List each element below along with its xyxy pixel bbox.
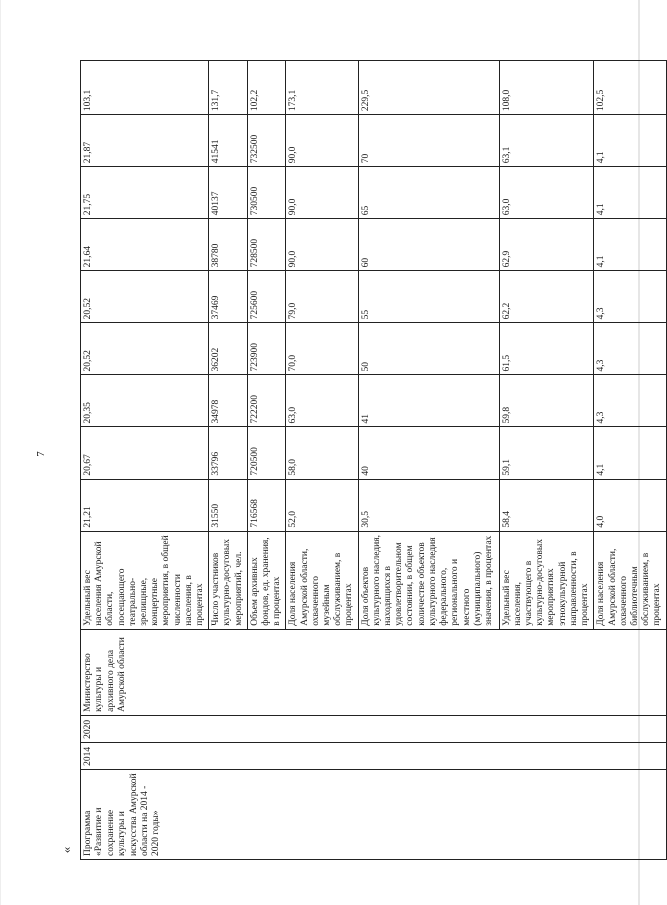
value-cell: 4,1 xyxy=(594,115,666,167)
page-number: 7 xyxy=(34,451,47,457)
value-cell: 61,5 xyxy=(499,323,594,375)
value-cell: 21,21 xyxy=(81,479,209,531)
scan-edge-left xyxy=(0,0,1,905)
value-cell: 38780 xyxy=(209,219,248,271)
value-cell: 58,4 xyxy=(499,479,594,531)
value-cell: 55 xyxy=(358,271,499,323)
value-cell: 63,0 xyxy=(286,375,358,427)
value-cell: 60 xyxy=(358,219,499,271)
value-cell: 30,5 xyxy=(358,479,499,531)
table-row xyxy=(81,61,209,860)
value-cell: 62,2 xyxy=(499,271,594,323)
value-cell: 31550 xyxy=(209,479,248,531)
value-cell: 20,52 xyxy=(81,323,209,375)
value-cell: 70 xyxy=(358,115,499,167)
value-cell: 20,35 xyxy=(81,375,209,427)
value-cell: 41541 xyxy=(209,115,248,167)
indicator-cell: Число участников культурно-досуговых мероприятий, чел. xyxy=(209,531,248,629)
value-cell: 21,64 xyxy=(81,219,209,271)
value-cell: 4,3 xyxy=(594,323,666,375)
value-cell: 37469 xyxy=(209,271,248,323)
value-cell: 20,67 xyxy=(81,427,209,479)
value-cell: 728500 xyxy=(247,219,286,271)
value-cell: 4,1 xyxy=(594,167,666,219)
rotated-table-wrapper xyxy=(80,60,663,860)
value-cell: 723900 xyxy=(247,323,286,375)
value-cell: 36202 xyxy=(209,323,248,375)
value-cell: 58,0 xyxy=(286,427,358,479)
value-cell: 732500 xyxy=(247,115,286,167)
ratio-cell: 103,1 xyxy=(81,61,209,115)
value-cell: 63,1 xyxy=(499,115,594,167)
value-cell: 65 xyxy=(358,167,499,219)
value-cell: 722200 xyxy=(247,375,286,427)
indicator-cell: Удельный вес населения, участвующего в культурно-досуговых мероприятиях этнокультурной направленности, в процентах xyxy=(499,531,594,629)
program-cell: Программа «Развитие и сохранение культуры и искусства Амурской области на 2014 - 2020 годы» xyxy=(81,769,667,859)
ratio-cell: 173,1 xyxy=(286,61,358,115)
value-cell: 50 xyxy=(358,323,499,375)
ratio-cell: 102,2 xyxy=(247,61,286,115)
value-cell: 90,0 xyxy=(286,167,358,219)
year-start-cell: 2014 xyxy=(81,742,667,769)
value-cell: 34978 xyxy=(209,375,248,427)
value-cell: 63,0 xyxy=(499,167,594,219)
value-cell: 4,0 xyxy=(594,479,666,531)
value-cell: 70,0 xyxy=(286,323,358,375)
value-cell: 716568 xyxy=(247,479,286,531)
ratio-cell: 131,7 xyxy=(209,61,248,115)
value-cell: 90,0 xyxy=(286,219,358,271)
value-cell: 41 xyxy=(358,375,499,427)
indicators-table xyxy=(80,60,667,860)
value-cell: 725600 xyxy=(247,271,286,323)
indicator-cell: Доля населения Амурской области, охваченного библиотечным обслуживанием, в процентах xyxy=(594,531,666,629)
value-cell: 33796 xyxy=(209,427,248,479)
indicator-cell: Доля объектов культурного наследия, находящихся в удовлетворительном состоянии, в общем количестве объектов культурного наследия федерального, регионального и местного (муниципального) значения, в процентах xyxy=(358,531,499,629)
indicator-cell: Объем архивных фондов, ед. хранения, в процентах xyxy=(247,531,286,629)
value-cell: 4,1 xyxy=(594,427,666,479)
value-cell: 40 xyxy=(358,427,499,479)
indicator-cell: Удельный вес населения Амурской области, посещающего театрально-зрелищные, концертные мероприятия, в общей численности населения, в процентах xyxy=(81,531,209,629)
ministry-cell: Министерство культуры и архивного дела Амурской области xyxy=(81,629,667,715)
ratio-cell: 229,5 xyxy=(358,61,499,115)
value-cell: 720500 xyxy=(247,427,286,479)
value-cell: 59,8 xyxy=(499,375,594,427)
value-cell: 59,1 xyxy=(499,427,594,479)
value-cell: 4,3 xyxy=(594,375,666,427)
ratio-cell: 102,5 xyxy=(594,61,666,115)
value-cell: 21,87 xyxy=(81,115,209,167)
value-cell: 52,0 xyxy=(286,479,358,531)
value-cell: 21,75 xyxy=(81,167,209,219)
value-cell: 20,52 xyxy=(81,271,209,323)
value-cell: 62,9 xyxy=(499,219,594,271)
opening-quote-mark: « xyxy=(58,846,74,854)
indicator-cell: Доля населения Амурской области, охваченного музейным обслуживанием, в процентах xyxy=(286,531,358,629)
year-end-cell: 2020 xyxy=(81,715,667,742)
value-cell: 40137 xyxy=(209,167,248,219)
value-cell: 79,0 xyxy=(286,271,358,323)
value-cell: 90,0 xyxy=(286,115,358,167)
value-cell: 4,3 xyxy=(594,271,666,323)
value-cell: 730500 xyxy=(247,167,286,219)
value-cell: 4,1 xyxy=(594,219,666,271)
ratio-cell: 108,0 xyxy=(499,61,594,115)
